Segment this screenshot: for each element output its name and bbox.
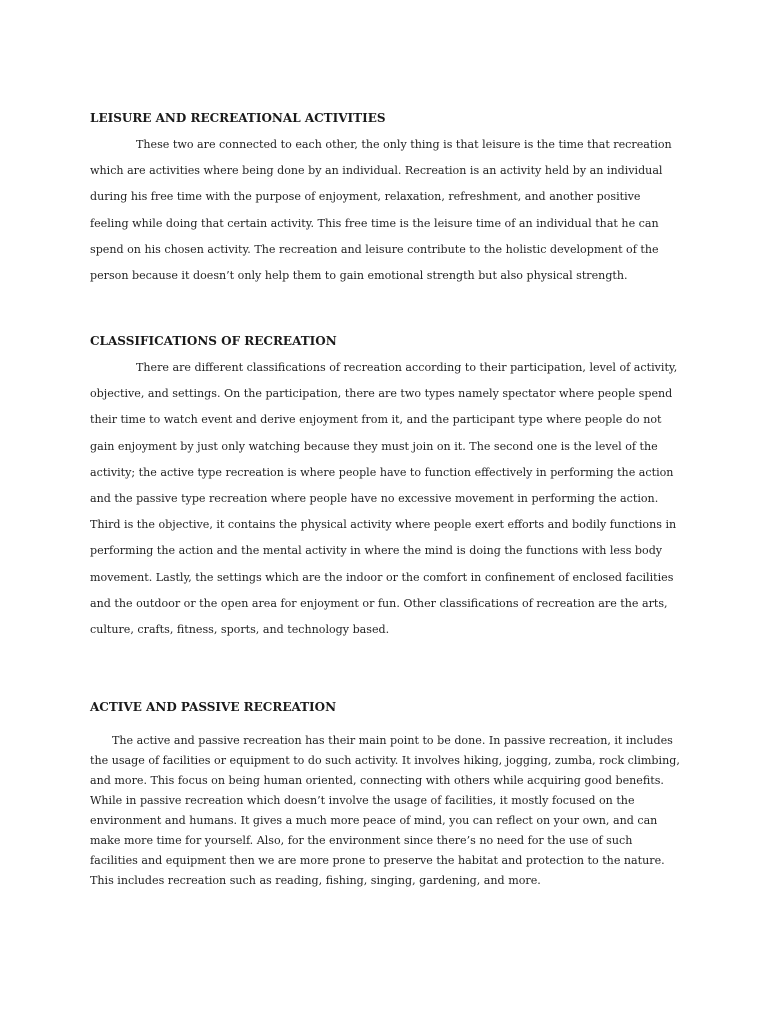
section-heading-leisure: LEISURE AND RECREATIONAL ACTIVITIES [90, 111, 386, 125]
section-heading-classifications: CLASSIFICATIONS OF RECREATION [90, 334, 337, 348]
section-paragraph-active-passive: The active and passive recreation has their main point to be done. In passive recreation, it includes the usage of facilities or equipment to do such activity. It involves hiking, jogging, zumba, rock climbing, and more. This focus on being human oriented, connecting with others while acquiring good benefits. While in passive recreation which doesn’t involve the usage of facilities, it mostly focused on the environment and humans. It gives a much more peace of mind, you can reflect on your own, and can make more time for yourself. Also, for the environment since there’s no need for the use of such facilities and equipment then we are more prone to preserve the habitat and protection to the nature. This includes recreation such as reading, fishing, singing, gardening, and more. [90, 734, 680, 887]
section-paragraph-classifications: There are different classifications of recreation according to their participation, level of activity, objective, and settings. On the participation, there are two types namely spectator where people spend their time to watch event and derive enjoyment from it, and the participant type where people do not gain enjoyment by just only watching because they must join on it. The second one is the level of the activity; the active type recreation is where people have to function effectively in performing the action and the passive type recreation where people have no excessive movement in performing the action. Third is the objective, it contains the physical activity where people exert efforts and bodily functions in performing the action and the mental activity in where the mind is doing the functions with less body movement. Lastly, the settings which are the indoor or the comfort in confinement of enclosed facilities and the outdoor or the open area for enjoyment or fun. Other classifications of recreation are the arts, culture, crafts, fitness, sports, and technology based. [90, 361, 678, 637]
section-paragraph-leisure: These two are connected to each other, the only thing is that leisure is the time that recreation which are activities where being done by an individual. Recreation is an activity held by an individual during his free time with the purpose of enjoyment, relaxation, refreshment, and another positive feeling while doing that certain activity. This free time is the leisure time of an individual that he can spend on his chosen activity. The recreation and leisure contribute to the holistic development of the person because it doesn’t only help them to gain emotional strength but also physical strength. [90, 138, 672, 283]
section-heading-active-passive: ACTIVE AND PASSIVE RECREATION [90, 700, 337, 714]
